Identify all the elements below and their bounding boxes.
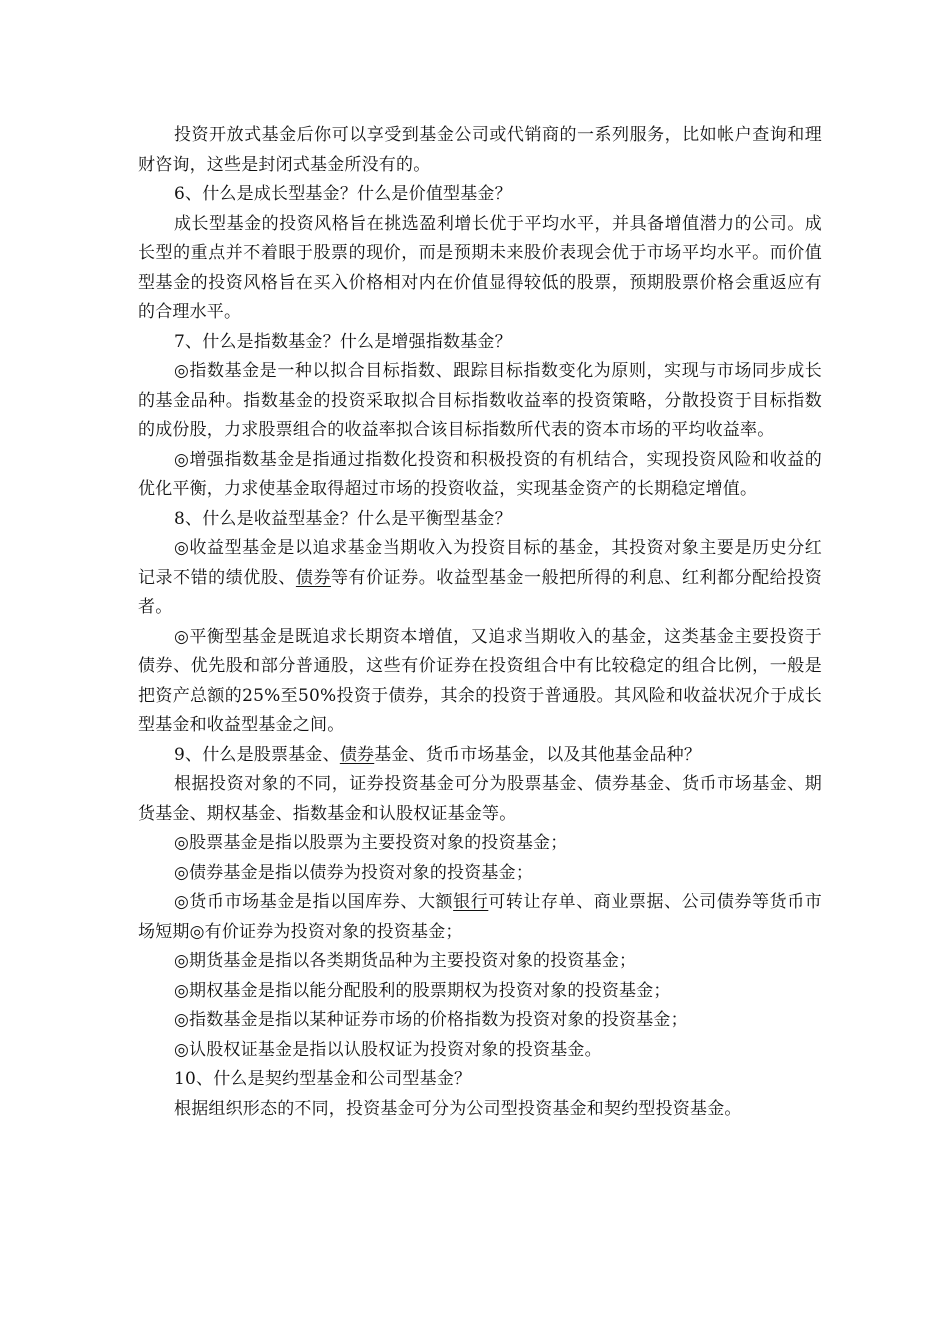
list-item-index-fund: ◎指数基金是指以某种证券市场的价格指数为投资对象的投资基金； (174, 1010, 688, 1030)
paragraph-fund-types: 根据投资对象的不同，证券投资基金可分为股票基金、债券基金、货币市场基金、期货基金、期权基金、指数基金和认股权证基金等。 (138, 774, 822, 824)
text-run: 基金、货币市场基金，以及其他基金品种？ (374, 744, 702, 765)
list-item-futures-fund: ◎期货基金是指以各类期货品种为主要投资对象的投资基金； (174, 951, 637, 971)
heading-q7: 7、什么是指数基金？什么是增强指数基金？ (174, 331, 512, 352)
paragraph-enhanced-index-fund: ◎增强指数基金是指通过指数化投资和积极投资的有机结合，实现投资风险和收益的优化平衡，力求使基金取得超过市场的投资收益，实现基金资产的长期稳定增值。 (138, 449, 822, 499)
document-body (138, 121, 822, 1124)
heading-q6: 6、什么是成长型基金？什么是价值型基金？ (174, 184, 512, 204)
heading-q8: 8、什么是收益型基金？什么是平衡型基金？ (174, 508, 512, 529)
text-run: ◎货币市场基金是指以国库券、大额 (174, 892, 454, 912)
text-run: 9、什么是股票基金、 (174, 744, 340, 765)
paragraph-index-fund: ◎指数基金是一种以拟合目标指数、跟踪目标指数变化为原则，实现与市场同步成长的基金品种。指数基金的投资采取拟合目标指数收益率的投资策略，分散投资于目标指数的成份股，力求股票组合的收益率拟合该目标指数所代表的资本市场的平均收益率。 (138, 361, 822, 440)
paragraph-growth-value: 成长型基金的投资风格旨在挑选盈利增长优于平均水平，并具备增值潜力的公司。成长型的重点并不着眼于股票的现价，而是预期未来股价表现会优于市场平均水平。而价值型基金的投资风格旨在买入价格相对内在价值显得较低的股票，预期股票价格会重返应有的合理水平。 (138, 213, 822, 322)
list-item-money-market-fund (138, 888, 822, 947)
list-item-options-fund: ◎期权基金是指以能分配股利的股票期权为投资对象的投资基金； (174, 980, 671, 1001)
paragraph-balanced-fund: ◎平衡型基金是既追求长期资本增值，又追求当期收入的基金，这类基金主要投资于债券、优先股和部分普通股，这些有价证券在投资组合中有比较稳定的组合比例，一般是把资产总额的25%至50%投资于债券，其余的投资于普通股。其风险和收益状况介于成长型基金和收益型基金之间。 (138, 626, 822, 735)
heading-q10: 10、什么是契约型基金和公司型基金？ (174, 1069, 472, 1089)
paragraph-income-fund (138, 534, 822, 623)
bank-link[interactable]: 银行 (453, 892, 489, 912)
list-item-bond-fund: ◎债券基金是指以债券为投资对象的投资基金； (174, 862, 534, 883)
list-item-stock-fund: ◎股票基金是指以股票为主要投资对象的投资基金； (174, 833, 568, 853)
bond-link[interactable]: 债券 (339, 744, 375, 765)
heading-q9 (138, 741, 822, 771)
text-run: ◎收益型基金是以追求基金当期收入为投资目标的基金，其投资对象主要是历史分红记录不错的绩优股、 (138, 538, 822, 588)
bond-link[interactable]: 债券 (295, 567, 332, 588)
list-item-warrant-fund: ◎认股权证基金是指以认股权证为投资对象的投资基金。 (174, 1039, 602, 1060)
text-run: 等有价证券。收益型基金一般把所得的利息、红利都分配给投资者。 (138, 567, 822, 617)
paragraph-organization-form: 根据组织形态的不同，投资基金可分为公司型投资基金和契约型投资基金。 (174, 1098, 742, 1119)
paragraph-open-end-services: 投资开放式基金后你可以享受到基金公司或代销商的一系列服务，比如帐户查询和理财咨询，这些是封闭式基金所没有的。 (138, 125, 822, 175)
text-run: 可转让存单、商业票据、公司债券等货币市场短期◎有价证券为投资对象的投资基金； (138, 892, 822, 942)
